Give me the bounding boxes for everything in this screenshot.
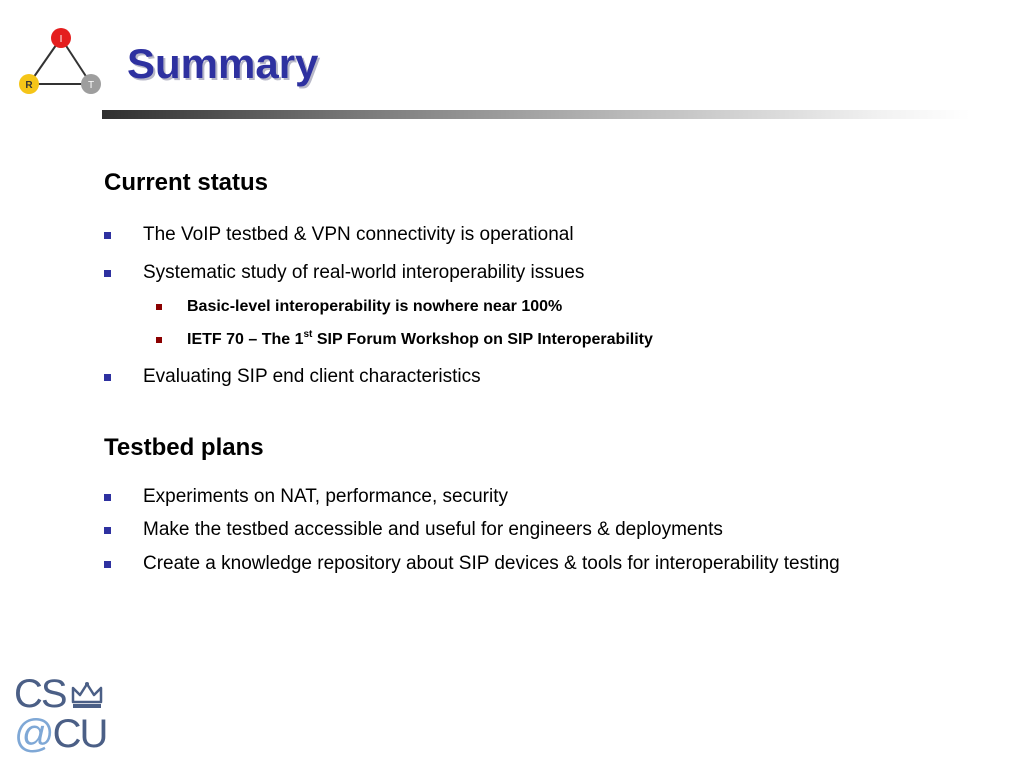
sub-list-item: [156, 329, 653, 351]
ordinal-suffix: st: [303, 328, 313, 340]
sub-bullet-square-icon: [156, 337, 162, 343]
logo-cu-letters: CU: [52, 712, 107, 756]
cs-at-cu-logo-icon: [14, 672, 107, 756]
logo-cu-text: [14, 712, 106, 757]
bullet-square-icon: [104, 561, 111, 568]
list-item: [104, 222, 574, 248]
bullet-square-icon: [104, 494, 111, 501]
section-heading-current-status: Current status: [104, 169, 269, 196]
sub-list-item: [156, 296, 562, 318]
sub-list-item-text: Basic-level interoperability is nowhere near 100%: [187, 298, 563, 315]
sub-list-item-text: [187, 328, 653, 349]
list-item: [104, 484, 508, 510]
list-item-text: The VoIP testbed & VPN connectivity is operational: [143, 224, 574, 245]
irt-node-i-label: I: [59, 34, 63, 45]
logo-at-symbol: @: [14, 712, 53, 756]
list-item: [104, 260, 584, 286]
sub-list-item-text-after: SIP Forum Workshop on SIP Interoperability: [312, 331, 653, 348]
bullet-square-icon: [104, 527, 111, 534]
list-item-text: Make the testbed accessible and useful for engineers & deployments: [143, 519, 723, 540]
bullet-square-icon: [104, 374, 111, 381]
list-item: [104, 551, 840, 577]
irt-node-t-label: T: [87, 80, 95, 91]
section-heading-testbed-plans: Testbed plans: [104, 434, 264, 461]
logo-cs-text: CS: [14, 672, 66, 716]
list-item: [104, 364, 481, 390]
slide-title: Summary: [127, 40, 319, 87]
list-item-text: Evaluating SIP end client characteristics: [143, 366, 481, 387]
list-item: [104, 517, 723, 543]
sub-list-item-text-before: IETF 70 – The 1: [187, 331, 304, 348]
sub-bullet-square-icon: [156, 304, 162, 310]
title-divider: [102, 110, 970, 119]
crown-icon: [70, 680, 104, 710]
bullet-square-icon: [104, 232, 111, 239]
list-item-text: Experiments on NAT, performance, security: [143, 486, 509, 507]
irt-node-r-label: R: [25, 80, 33, 91]
bullet-square-icon: [104, 270, 111, 277]
list-item-text: Create a knowledge repository about SIP devices & tools for interoperability testing: [143, 553, 840, 574]
list-item-text: Systematic study of real-world interoperability issues: [143, 262, 585, 283]
irt-triangle-logo-icon: [14, 26, 108, 98]
